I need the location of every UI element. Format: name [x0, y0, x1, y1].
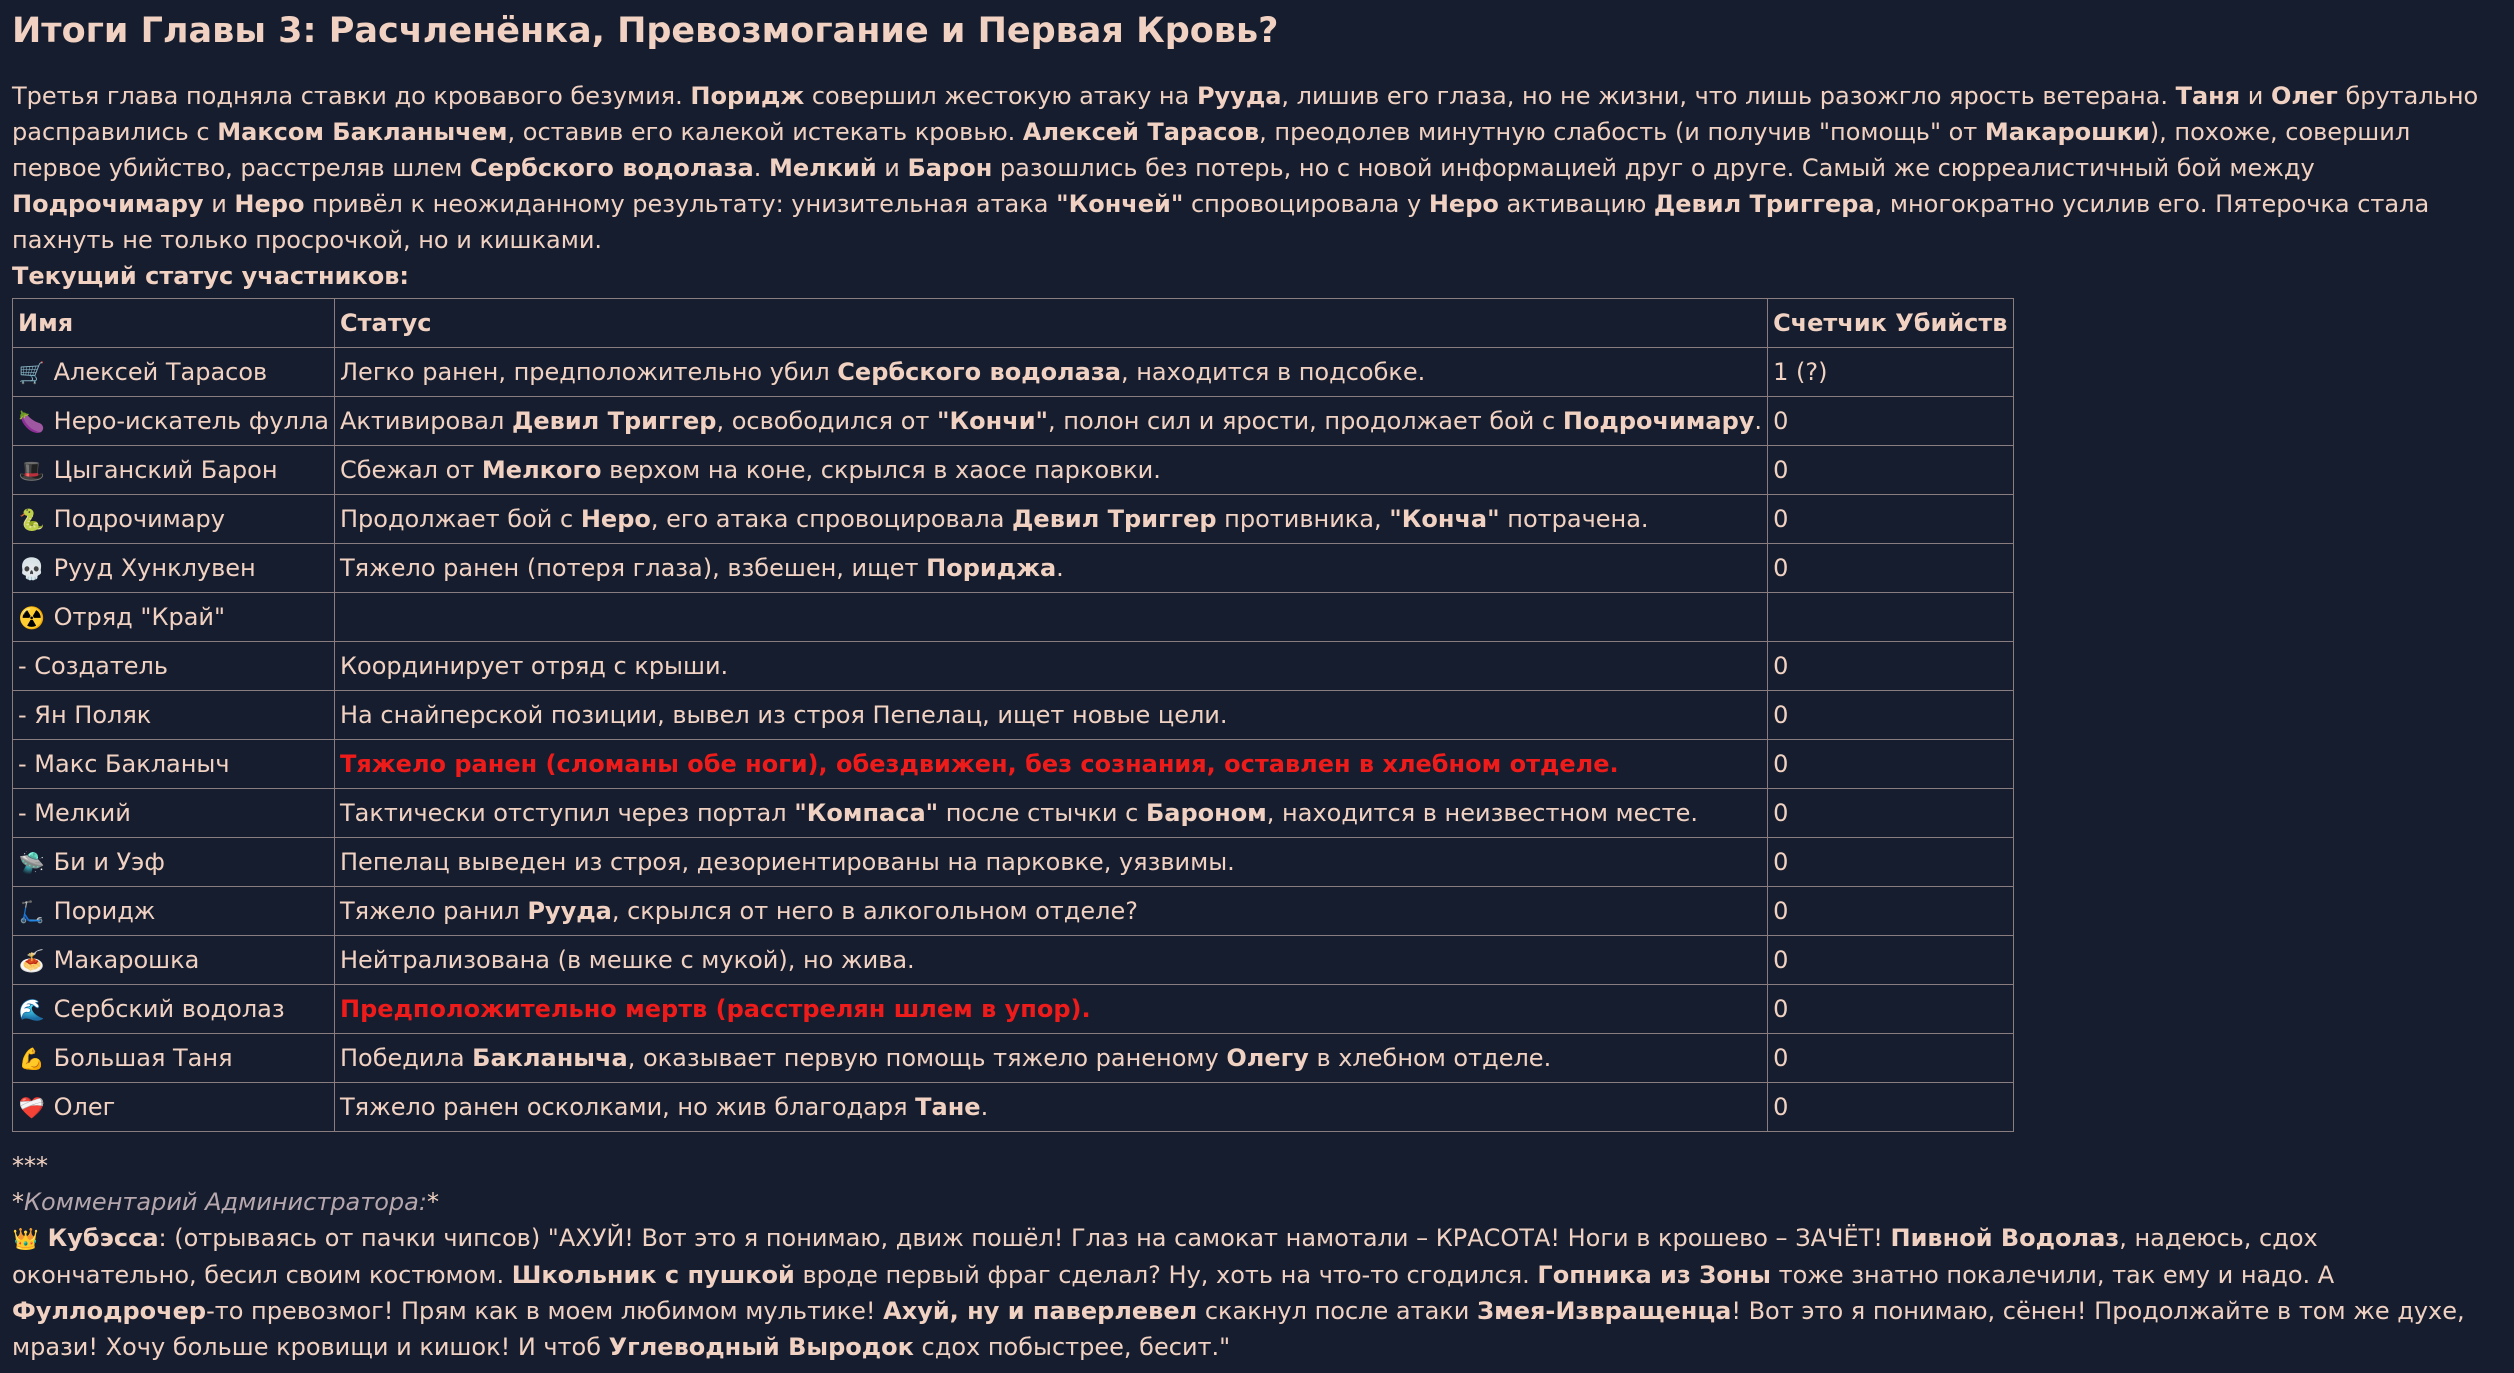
text-segment: Нейтрализована (в мешке с мукой), но жива.	[340, 946, 915, 974]
snake-icon: 🐍	[18, 507, 46, 532]
bold-text: Олег	[2271, 82, 2338, 110]
bold-text: Бароном	[1145, 799, 1267, 827]
bold-text: Девил Триггер	[511, 407, 717, 435]
participant-name: Поридж	[53, 896, 156, 925]
bold-text: "Компаса"	[794, 799, 939, 827]
table-row	[13, 985, 2014, 1034]
text-segment: активацию	[1498, 190, 1654, 218]
mending-heart-icon: ❤️‍🩹	[18, 1095, 46, 1120]
participant-name-cell	[13, 789, 335, 838]
wave-icon: 🌊	[18, 997, 46, 1022]
bold-text: Девил Триггера	[1653, 190, 1875, 218]
bold-text: Сербского водолаза	[470, 154, 754, 182]
admin-comment	[12, 1220, 2502, 1365]
participants-table	[12, 298, 2014, 1132]
text-segment: Тактически отступил через портал	[340, 799, 795, 827]
kill-count-cell: 0	[1768, 936, 2013, 985]
text-segment: Координирует отряд с крыши.	[340, 652, 729, 680]
table-row	[13, 691, 2014, 740]
table-row	[13, 936, 2014, 985]
admin-comment-text	[12, 1224, 2465, 1361]
text-segment: Тяжело ранен (потеря глаза), взбешен, ищет	[340, 554, 927, 582]
text-segment: тоже знатно покалечили, так ему и надо. А	[1770, 1261, 2335, 1289]
bold-text: Кубэсса	[47, 1224, 159, 1252]
text-segment: .	[753, 154, 769, 182]
text-segment: привёл к неожиданному результату: унизительная атака	[304, 190, 1057, 218]
table-row	[13, 1034, 2014, 1083]
table-row	[13, 740, 2014, 789]
table-body	[13, 348, 2014, 1132]
text-segment: в хлебном отделе.	[1308, 1044, 1552, 1072]
kill-count-cell: 0	[1768, 1034, 2013, 1083]
participant-name: Отряд "Край"	[53, 602, 226, 631]
text-segment: Победила	[340, 1044, 473, 1072]
text-segment: разошлись без потерь, но с новой информацией друг о друге. Самый же сюрреалистичный бой между	[992, 154, 2315, 182]
participant-name: - Мелкий	[18, 799, 131, 827]
text-segment: совершил жестокую атаку на	[804, 82, 1197, 110]
participant-status-cell	[335, 985, 1768, 1034]
text-segment: , освободился от	[716, 407, 938, 435]
text-segment: Активировал	[340, 407, 512, 435]
text-segment: , скрылся от него в алкогольном отделе?	[611, 897, 1138, 925]
kill-count-cell: 0	[1768, 887, 2013, 936]
kill-count-cell	[1768, 593, 2013, 642]
chapter-summary	[12, 78, 2502, 258]
text-segment: верхом на коне, скрылся в хаосе парковки.	[601, 456, 1161, 484]
bold-text: Углеводный Выродок	[608, 1333, 914, 1361]
bold-text: Ахуй, ну и паверлевел	[883, 1297, 1198, 1325]
bold-text: Неро	[1428, 190, 1499, 218]
text-segment: , находится в подсобке.	[1120, 358, 1426, 386]
bold-text: Олегу	[1226, 1044, 1309, 1072]
text-segment: Сбежал от	[340, 456, 482, 484]
participant-name-cell	[13, 348, 335, 397]
participant-status-cell	[335, 691, 1768, 740]
bold-text: Тане	[915, 1093, 981, 1121]
text-segment: ! Вот это я понимаю, сёнен! Продолжайте в том же духе, мрази! Хочу больше кровищи и кишок! И чтоб	[12, 1297, 2465, 1361]
participant-name-cell	[13, 593, 335, 642]
participant-name: Подрочимару	[53, 504, 225, 533]
shopping-cart-icon: 🛒	[18, 360, 46, 385]
participant-status-cell	[335, 838, 1768, 887]
text-segment: , преодолев минутную слабость (и получив "помощь" от	[1259, 118, 1985, 146]
kill-count-cell: 0	[1768, 691, 2013, 740]
participant-name-cell	[13, 642, 335, 691]
participant-status-cell	[335, 348, 1768, 397]
text-segment: Пепелац выведен из строя, дезориентированы на парковке, уязвимы.	[340, 848, 1235, 876]
column-header-status: Статус	[335, 299, 1768, 348]
text-segment: , полон сил и ярости, продолжает бой с	[1048, 407, 1563, 435]
participant-name-cell	[13, 1034, 335, 1083]
participant-name-cell	[13, 936, 335, 985]
participant-name: - Ян Поляк	[18, 701, 152, 729]
bold-text: Рууда	[527, 897, 612, 925]
crown-icon: 👑	[12, 1227, 40, 1251]
flexed-biceps-icon: 💪	[18, 1046, 46, 1071]
kill-count-cell: 0	[1768, 544, 2013, 593]
bold-text: Гопника из Зоны	[1537, 1261, 1771, 1289]
bold-text: Подрочимару	[12, 190, 204, 218]
participant-name: - Макс Бакланыч	[18, 750, 230, 778]
text-segment: Продолжает бой с	[340, 505, 581, 533]
participant-status-cell	[335, 593, 1768, 642]
bold-text: Пориджа	[926, 554, 1057, 582]
participant-status-cell	[335, 397, 1768, 446]
bold-text: Максом Бакланычем	[217, 118, 508, 146]
participant-name: Рууд Хунклувен	[53, 553, 256, 582]
top-hat-icon: 🎩	[18, 458, 46, 483]
participant-status-cell	[335, 740, 1768, 789]
participant-name: Макарошка	[53, 945, 200, 974]
kill-count-cell: 0	[1768, 495, 2013, 544]
bold-text: Неро	[234, 190, 305, 218]
bold-text: Бакланыча	[472, 1044, 628, 1072]
text-segment: и	[876, 154, 908, 182]
bold-text: Таня	[2175, 82, 2241, 110]
table-row	[13, 446, 2014, 495]
participant-status-cell	[335, 495, 1768, 544]
participant-name-cell	[13, 838, 335, 887]
participant-name: - Создатель	[18, 652, 169, 680]
table-row	[13, 887, 2014, 936]
bold-text: Макарошки	[1984, 118, 2150, 146]
status-heading: Текущий статус участников:	[12, 262, 409, 290]
table-row	[13, 1083, 2014, 1132]
text-segment: и	[2240, 82, 2272, 110]
bold-text: "Кончи"	[937, 407, 1049, 435]
bold-text: Змея-Извращенца	[1477, 1297, 1732, 1325]
bold-text: Мелкого	[481, 456, 602, 484]
participant-status-cell	[335, 1034, 1768, 1083]
participant-status-cell	[335, 642, 1768, 691]
text-segment: На снайперской позиции, вывел из строя Пепелац, ищет новые цели.	[340, 701, 1228, 729]
admin-comment-label: Комментарий Администратора:	[24, 1188, 427, 1216]
text-segment: сдох побыстрее, бесит."	[913, 1333, 1231, 1361]
scooter-icon: 🛴	[18, 899, 46, 924]
table-row	[13, 348, 2014, 397]
kill-count-cell: 0	[1768, 397, 2013, 446]
text-segment: Легко ранен, предположительно убил	[340, 358, 838, 386]
participant-status-cell	[335, 887, 1768, 936]
table-row	[13, 642, 2014, 691]
text-segment: потрачена.	[1499, 505, 1649, 533]
participant-name-cell	[13, 887, 335, 936]
kill-count-cell: 0	[1768, 740, 2013, 789]
text-segment: , надеюсь, сдох окончательно, бесил своим костюмом.	[12, 1224, 2318, 1289]
text-segment: Тяжело ранен осколками, но жив благодаря	[340, 1093, 916, 1121]
text-segment: -то превозмог! Прям как в моем любимом мультике!	[206, 1297, 884, 1325]
kill-count-cell: 1 (?)	[1768, 348, 2013, 397]
kill-count-cell: 0	[1768, 985, 2013, 1034]
table-row	[13, 397, 2014, 446]
kill-count-cell: 0	[1768, 789, 2013, 838]
text-segment: , находится в неизвестном месте.	[1266, 799, 1698, 827]
column-header-kills: Счетчик Убийств	[1768, 299, 2013, 348]
text-segment: .	[980, 1093, 989, 1121]
eggplant-icon: 🍆	[18, 409, 46, 434]
text-segment: скакнул после атаки	[1197, 1297, 1478, 1325]
participant-name: Сербский водолаз	[53, 994, 285, 1023]
participant-name: Цыганский Барон	[53, 455, 278, 484]
kill-count-cell: 0	[1768, 446, 2013, 495]
text-segment: : (отрываясь от пачки чипсов) "АХУЙ! Вот это я понимаю, движ пошёл! Глаз на самокат намотали – КРАСОТА! Ноги в крошево – ЗАЧЁТ!	[158, 1224, 1891, 1252]
bold-text: Школьник с пушкой	[511, 1261, 795, 1289]
table-header-row	[13, 299, 2014, 348]
pasta-icon: 🍝	[18, 948, 46, 973]
participant-name-cell	[13, 397, 335, 446]
bold-text: Пивной Водолаз	[1890, 1224, 2120, 1252]
skull-icon: 💀	[18, 556, 46, 581]
radioactive-icon: ☢️	[18, 605, 46, 630]
bold-text: Фуллодрочер	[12, 1297, 207, 1325]
participant-name-cell	[13, 544, 335, 593]
participant-name-cell	[13, 691, 335, 740]
participant-name: Алексей Тарасов	[53, 357, 268, 386]
admin-comment-heading: *Комментарий Администратора:*	[12, 1188, 439, 1216]
bold-text: Подрочимару	[1562, 407, 1755, 435]
bold-text: "Кончей"	[1056, 190, 1184, 218]
bold-text: Неро	[580, 505, 651, 533]
bold-text: "Конча"	[1389, 505, 1500, 533]
text-segment: , оказывает первую помощь тяжело раненому	[627, 1044, 1227, 1072]
bold-text: Сербского водолаза	[837, 358, 1121, 386]
bold-text: Рууда	[1196, 82, 1282, 110]
kill-count-cell: 0	[1768, 642, 2013, 691]
participant-name: Олег	[53, 1092, 116, 1121]
participant-status-cell	[335, 446, 1768, 495]
text-segment: Третья глава подняла ставки до кровавого безумия.	[12, 82, 691, 110]
bold-text: Девил Триггер	[1012, 505, 1217, 533]
participant-name-cell	[13, 1083, 335, 1132]
text-segment: Тяжело ранил	[340, 897, 528, 925]
participant-name: Би и Уэф	[53, 847, 165, 876]
text-segment: .	[1056, 554, 1064, 582]
participant-name-cell	[13, 446, 335, 495]
bold-text: Поридж	[690, 82, 805, 110]
page-title: Итоги Главы 3: Расчленёнка, Превозмогание и Первая Кровь?	[12, 11, 1279, 51]
text-segment: , его атака спровоцировала	[650, 505, 1013, 533]
text-segment: противника,	[1216, 505, 1390, 533]
participant-name-cell	[13, 985, 335, 1034]
participant-name: Неро-искатель фулла	[53, 406, 329, 435]
column-header-name: Имя	[13, 299, 335, 348]
text-segment: , многократно усилив его. Пятерочка стала пахнуть не только просрочкой, но и кишками.	[12, 190, 2430, 254]
separator: ***	[12, 1152, 48, 1180]
participant-status-cell	[335, 1083, 1768, 1132]
participant-status-cell	[335, 789, 1768, 838]
text-segment: .	[1754, 407, 1763, 435]
text-segment: , оставив его калекой истекать кровью.	[507, 118, 1023, 146]
text-segment: спровоцировала у	[1183, 190, 1429, 218]
table-row	[13, 838, 2014, 887]
participant-name: Большая Таня	[53, 1043, 233, 1072]
kill-count-cell: 0	[1768, 838, 2013, 887]
alert-text: Тяжело ранен (сломаны обе ноги), обездвижен, без сознания, оставлен в хлебном отделе.	[340, 750, 1619, 778]
table-row	[13, 544, 2014, 593]
participant-name-cell	[13, 495, 335, 544]
kill-count-cell: 0	[1768, 1083, 2013, 1132]
bold-text: Мелкий	[769, 154, 877, 182]
bold-text: Барон	[907, 154, 993, 182]
alert-text: Предположительно мертв (расстрелян шлем в упор).	[340, 995, 1091, 1023]
table-row	[13, 495, 2014, 544]
table-row	[13, 789, 2014, 838]
participant-status-cell	[335, 936, 1768, 985]
participant-status-cell	[335, 544, 1768, 593]
text-segment: брутально расправились с	[12, 82, 2479, 146]
bold-text: Алексей Тарасов	[1022, 118, 1260, 146]
text-segment: после стычки с	[938, 799, 1146, 827]
table-row	[13, 593, 2014, 642]
text-segment: вроде первый фраг сделал? Ну, хоть на что-то сгодился.	[794, 1261, 1538, 1289]
text-segment: , лишив его глаза, но не жизни, что лишь разожгло ярость ветерана.	[1281, 82, 2176, 110]
text-segment: и	[203, 190, 235, 218]
text-segment: ), похоже, совершил первое убийство, расстреляв шлем	[12, 118, 2411, 182]
participant-name-cell	[13, 740, 335, 789]
ufo-icon: 🛸	[18, 850, 46, 875]
